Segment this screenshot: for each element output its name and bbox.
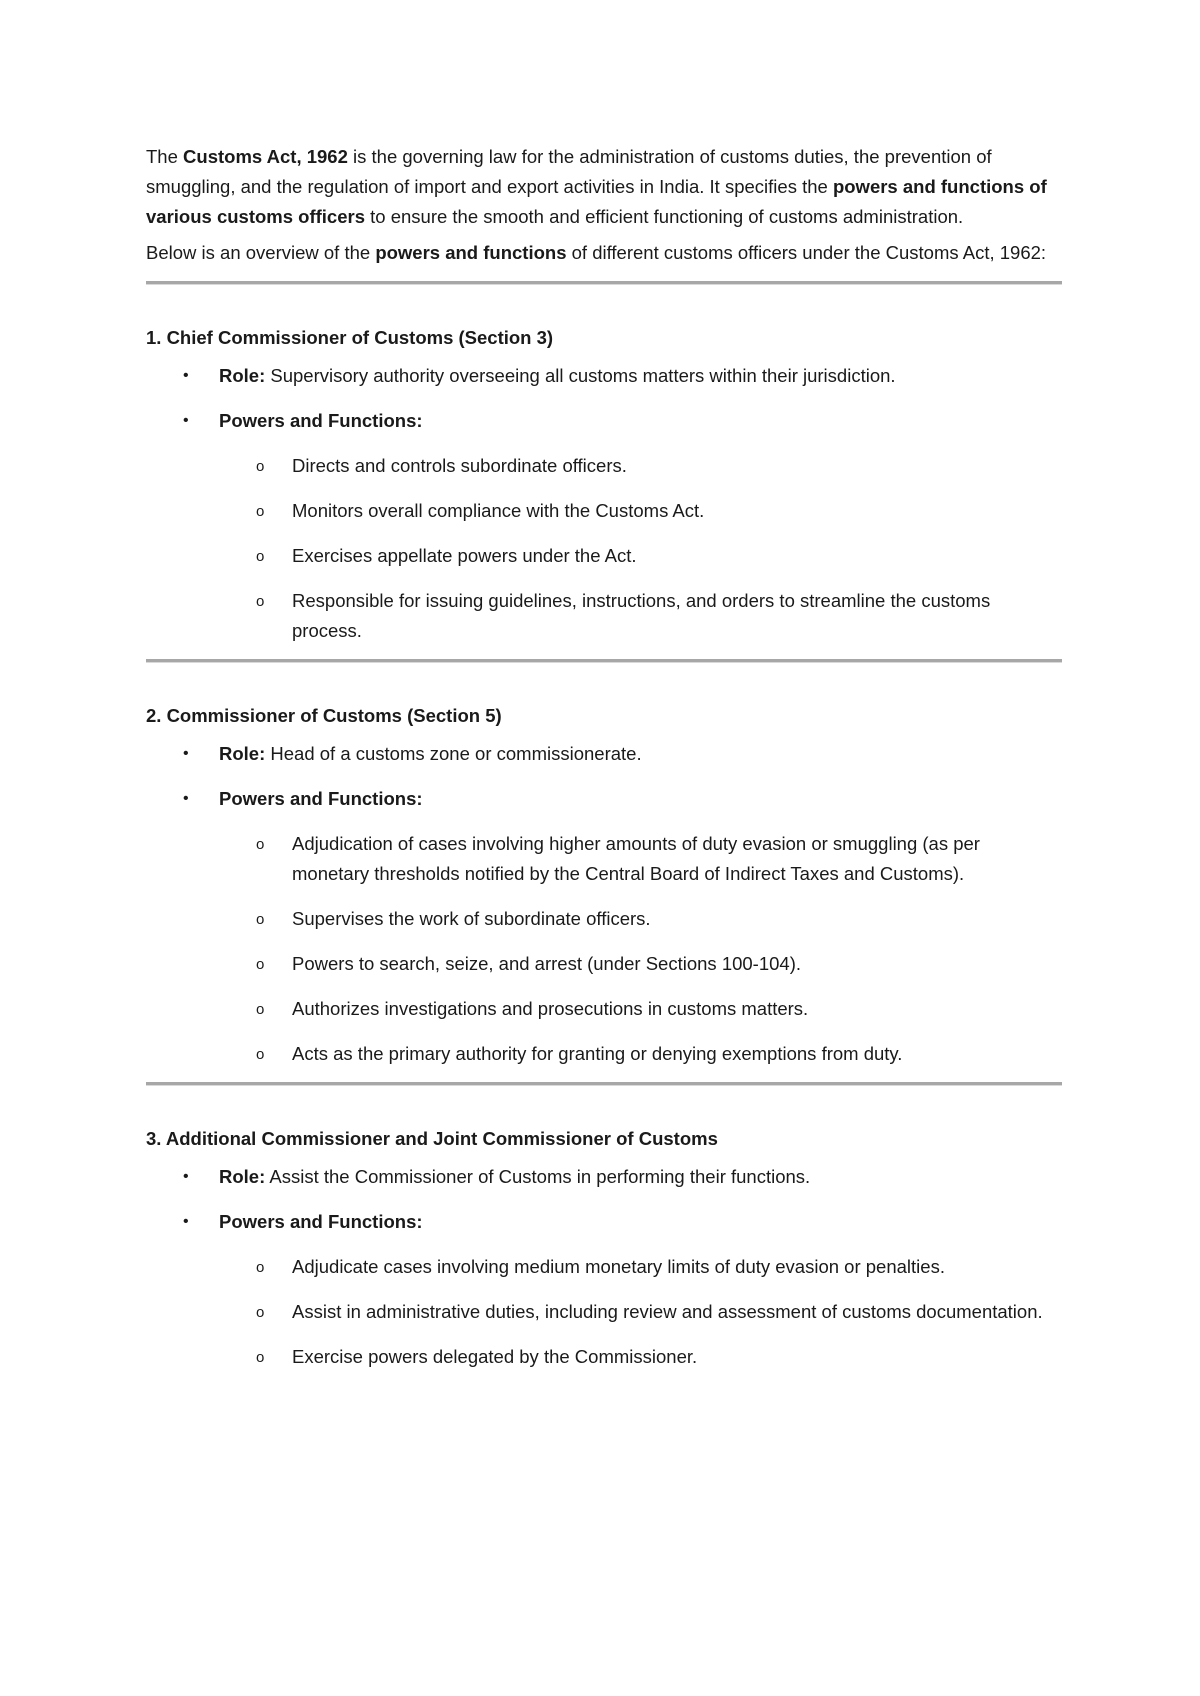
role-item [146,361,1062,391]
powers-label: Powers and Functions: [219,410,423,431]
bullet-icon: • [183,1168,189,1185]
text-run: of different customs officers under the Customs Act, 1962: [566,242,1047,263]
bullet-icon: • [183,367,189,384]
text-run: is the governing law for the administration of customs duties, the prevention of smuggling, and the regulation of import and export activities in India. It specifies the [146,146,992,197]
powers-label: Powers and Functions: [219,1211,423,1232]
section-2 [146,663,1062,1086]
bold-text: powers and functions [375,242,567,263]
sub-bullet-icon: o [256,503,265,520]
sub-list [146,451,1062,646]
bullet-icon: • [183,1213,189,1230]
sub-bullet-icon: o [256,1001,265,1018]
sub-bullet-icon: o [256,1349,265,1366]
section-heading: 2. Commissioner of Customs (Section 5) [146,705,502,726]
text-run: The [146,146,184,167]
sub-bullet-icon: o [256,836,265,853]
list-item [146,949,1062,979]
sub-bullet-icon: o [256,956,265,973]
sub-bullet-icon: o [256,593,265,610]
sub-bullet-icon: o [256,1046,265,1063]
role-item [146,739,1062,769]
list-item-text: Exercises appellate powers under the Act. [292,545,637,566]
role-label: Role: [219,1166,266,1187]
intro-paragraph-1 [146,142,1062,232]
list-item-text: Powers to search, seize, and arrest (under Sections 100-104). [292,953,802,974]
section-heading: 3. Additional Commissioner and Joint Commissioner of Customs [146,1128,718,1149]
sub-list [146,829,1062,1069]
list-item [146,586,1062,646]
list-item-text: Adjudication of cases involving higher amounts of duty evasion or smuggling (as per monetary thresholds notified by the Central Board of Indirect Taxes and Customs). [292,833,980,884]
list-item [146,1297,1062,1327]
list-item [146,496,1062,526]
powers-item [146,784,1062,1069]
list-item [146,904,1062,934]
list-item-text: Supervises the work of subordinate officers. [292,908,651,929]
bullet-icon: • [183,412,189,429]
text-run: to ensure the smooth and efficient functioning of customs administration. [365,206,964,227]
list-item-text: Directs and controls subordinate officers. [292,455,627,476]
bold-text: powers and functions of various customs officers [146,176,1047,227]
bullet-icon: • [183,745,189,762]
bullet-list [146,739,1062,1069]
list-item-text: Monitors overall compliance with the Customs Act. [292,500,705,521]
list-item [146,1039,1062,1069]
role-text: Head of a customs zone or commissionerate. [265,743,642,764]
bullet-list [146,1162,1062,1372]
text-run: Below is an overview of the [146,242,376,263]
sub-bullet-icon: o [256,1304,265,1321]
sub-bullet-icon: o [256,1259,265,1276]
section-heading: 1. Chief Commissioner of Customs (Section 3) [146,327,554,348]
sub-bullet-icon: o [256,458,265,475]
list-item-text: Exercise powers delegated by the Commissioner. [292,1346,698,1367]
role-label: Role: [219,743,266,764]
list-item [146,1252,1062,1282]
sub-bullet-icon: o [256,911,265,928]
bullet-list [146,361,1062,646]
document-page [146,142,1062,1387]
sections-container [146,285,1062,1372]
section-1 [146,285,1062,663]
powers-item [146,1207,1062,1372]
powers-item [146,406,1062,646]
list-item [146,994,1062,1024]
powers-label: Powers and Functions: [219,788,423,809]
section-3 [146,1086,1062,1372]
list-item [146,541,1062,571]
list-item-text: Authorizes investigations and prosecutions in customs matters. [292,998,809,1019]
role-item [146,1162,1062,1192]
role-text: Supervisory authority overseeing all customs matters within their jurisdiction. [265,365,896,386]
bold-text: Customs Act, 1962 [183,146,348,167]
bullet-icon: • [183,790,189,807]
list-item-text: Acts as the primary authority for granting or denying exemptions from duty. [292,1043,903,1064]
sub-bullet-icon: o [256,548,265,565]
role-text: Assist the Commissioner of Customs in performing their functions. [265,1166,811,1187]
list-item-text: Adjudicate cases involving medium monetary limits of duty evasion or penalties. [292,1256,945,1277]
list-item [146,829,1062,889]
sub-list [146,1252,1062,1372]
role-label: Role: [219,365,266,386]
list-item [146,1342,1062,1372]
list-item-text: Responsible for issuing guidelines, instructions, and orders to streamline the customs process. [292,590,991,641]
list-item-text: Assist in administrative duties, including review and assessment of customs documentation. [292,1301,1043,1322]
intro-paragraph-2 [146,238,1062,268]
list-item [146,451,1062,481]
